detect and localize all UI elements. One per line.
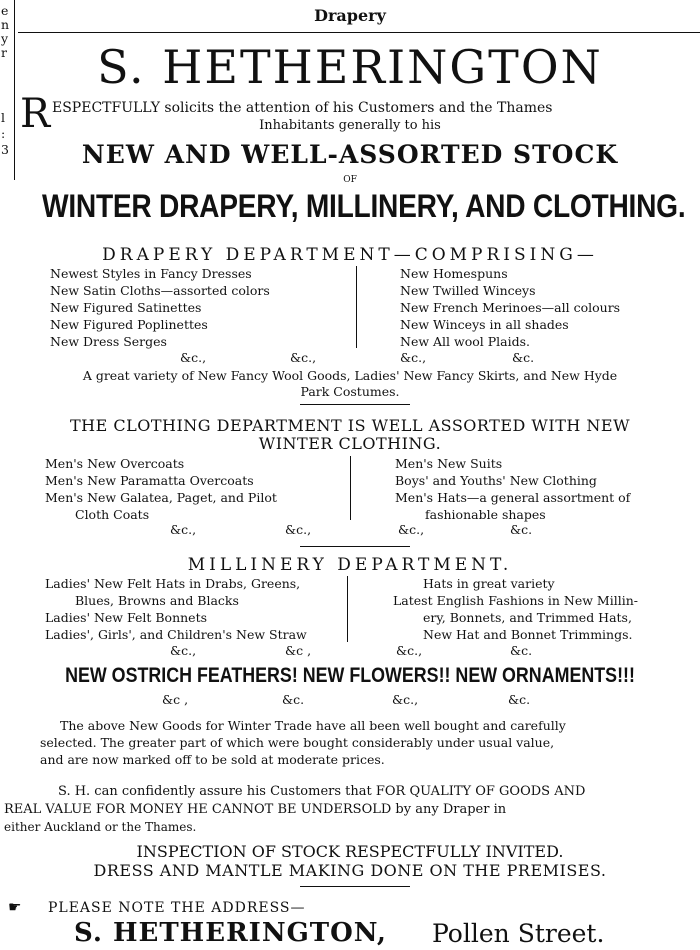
margin-fragment: e — [1, 3, 9, 18]
margin-fragment: y — [1, 31, 9, 46]
clothing-right-list — [395, 455, 630, 523]
drapery-note-line-1: A great variety of New Fancy Wool Goods, Ladies' New Fancy Skirts, and New Hyde — [82, 368, 618, 383]
section-rule — [300, 404, 410, 405]
section-rule — [300, 546, 410, 547]
list-item: Latest English Fashions in New Millin- — [393, 593, 638, 608]
margin-fragment: : — [1, 126, 6, 141]
list-item: New Figured Poplinettes — [50, 317, 208, 332]
list-item: Men's New Suits — [395, 456, 503, 471]
drapery-divider — [356, 266, 357, 348]
drop-cap: R — [20, 91, 51, 137]
millinery-right-list — [393, 575, 638, 643]
feathers-line: NEW OSTRICH FEATHERS! NEW FLOWERS!! NEW ORNAMENTS!!! — [65, 664, 635, 687]
etc-mark: &c. — [282, 692, 305, 707]
list-item: New Dress Serges — [50, 334, 167, 349]
margin-fragment: l — [1, 110, 5, 125]
etc-mark: &c., — [392, 692, 419, 707]
list-item: ery, Bonnets, and Trimmed Hats, — [423, 610, 632, 625]
drapery-note-line-2: Park Costumes. — [300, 384, 400, 399]
etc-mark: &c., — [285, 522, 312, 537]
clothing-heading-line-1: THE CLOTHING DEPARTMENT IS WELL ASSORTED WITH NEW — [69, 416, 631, 435]
paragraph-2-line: either Auckland or the Thames. — [4, 820, 197, 834]
intro-line-2: Inhabitants generally to his — [259, 118, 441, 133]
of-word: OF — [343, 175, 357, 185]
etc-mark: &c., — [396, 643, 423, 658]
etc-mark: &c. — [510, 522, 533, 537]
address-note: PLEASE NOTE THE ADDRESS— — [48, 900, 306, 916]
drapery-heading: DRAPERY DEPARTMENT—COMPRISING— — [102, 245, 598, 265]
main-title: WINTER DRAPERY, MILLINERY, AND CLOTHING. — [42, 188, 686, 224]
section-rule — [300, 886, 410, 887]
margin-fragment: n — [1, 17, 10, 32]
millinery-heading: MILLINERY DEPARTMENT. — [187, 555, 513, 575]
headline: NEW AND WELL-ASSORTED STOCK — [81, 140, 619, 169]
footer-street: Pollen Street. — [432, 919, 605, 948]
dressmaking-line: DRESS AND MANTLE MAKING DONE ON THE PREMISES. — [93, 861, 607, 880]
paragraph-2-line: S. H. can confidently assure his Customers that FOR QUALITY OF GOODS AND — [58, 784, 586, 799]
etc-mark: &c., — [290, 350, 317, 365]
clothing-heading-line-2: WINTER CLOTHING. — [258, 434, 442, 453]
list-item: Newest Styles in Fancy Dresses — [50, 266, 252, 281]
list-item: Men's Hats—a general assortment of — [395, 490, 631, 505]
etc-mark: &c , — [285, 643, 312, 658]
etc-mark: &c. — [510, 643, 533, 658]
paragraph-1-line: selected. The greater part of which were bought considerably under usual value, — [40, 735, 555, 750]
clothing-divider — [350, 456, 351, 520]
margin-fragment: 3 — [1, 142, 9, 157]
list-item: Men's New Galatea, Paget, and Pilot — [45, 490, 277, 505]
list-item: fashionable shapes — [425, 507, 546, 522]
etc-mark: &c. — [512, 350, 535, 365]
list-item: Ladies' New Felt Bonnets — [45, 610, 208, 625]
millinery-left-list — [45, 575, 307, 643]
etc-mark: &c., — [400, 350, 427, 365]
etc-mark: &c., — [170, 522, 197, 537]
pointing-hand-icon: ☛ — [8, 898, 22, 916]
section-label: Drapery — [314, 6, 386, 25]
drapery-left-list — [50, 265, 270, 350]
drapery-right-list — [400, 265, 620, 350]
etc-mark: &c., — [398, 522, 425, 537]
list-item: New Homespuns — [400, 266, 508, 281]
list-item: Ladies', Girls', and Children's New Straw — [45, 627, 307, 642]
etc-mark: &c , — [162, 692, 189, 707]
list-item: New Winceys in all shades — [400, 317, 569, 332]
etc-mark: &c. — [508, 692, 531, 707]
list-item: New All wool Plaids. — [400, 334, 530, 349]
list-item: Cloth Coats — [75, 507, 150, 522]
paragraph-1-line: and are now marked off to be sold at moderate prices. — [40, 752, 385, 767]
list-item: Hats in great variety — [423, 576, 555, 591]
list-item: New Satin Cloths—assorted colors — [50, 283, 270, 298]
list-item: Men's New Overcoats — [45, 456, 185, 471]
list-item: New Hat and Bonnet Trimmings. — [423, 627, 633, 642]
list-item: New Twilled Winceys — [400, 283, 536, 298]
list-item: Blues, Browns and Blacks — [75, 593, 239, 608]
paragraph-2-line: REAL VALUE FOR MONEY HE CANNOT BE UNDERSOLD by any Draper in — [4, 802, 507, 817]
margin-fragment: r — [1, 45, 7, 60]
millinery-divider — [347, 576, 348, 642]
list-item: Ladies' New Felt Hats in Drabs, Greens, — [45, 576, 301, 591]
etc-mark: &c., — [180, 350, 207, 365]
list-item: Men's New Paramatta Overcoats — [45, 473, 254, 488]
list-item: Boys' and Youths' New Clothing — [395, 473, 597, 488]
inspection-line: INSPECTION OF STOCK RESPECTFULLY INVITED. — [136, 842, 564, 861]
merchant-name: S. HETHERINGTON — [97, 40, 603, 94]
footer-merchant-name: S. HETHERINGTON, — [74, 918, 387, 948]
header-rule — [18, 32, 700, 33]
list-item: New Figured Satinettes — [50, 300, 202, 315]
etc-mark: &c., — [170, 643, 197, 658]
intro-line-1: ESPECTFULLY solicits the attention of his Customers and the Thames — [52, 100, 553, 116]
list-item: New French Merinoes—all colours — [400, 300, 621, 315]
paragraph-1-line: The above New Goods for Winter Trade have all been well bought and carefully — [60, 718, 566, 733]
clothing-left-list — [45, 455, 277, 523]
